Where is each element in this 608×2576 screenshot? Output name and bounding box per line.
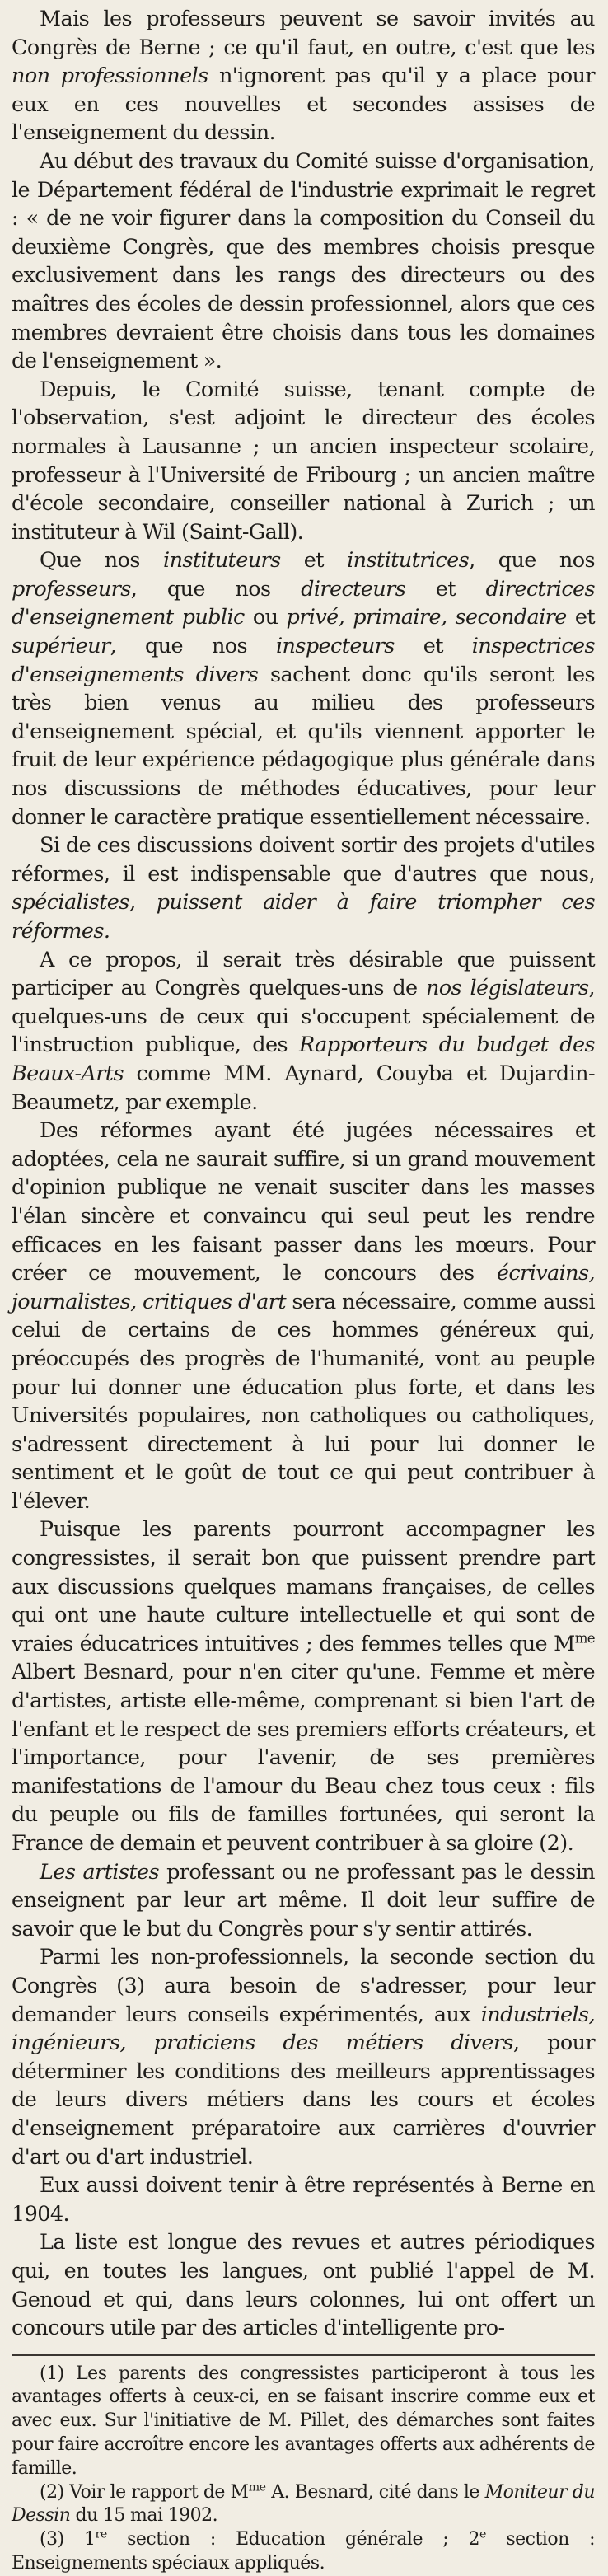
italic-text: non professionnels	[12, 63, 208, 89]
text-run: et	[280, 548, 348, 574]
superscript-text: me	[574, 1630, 595, 1646]
italic-text: institutrices	[347, 548, 470, 574]
text-run: , que nos	[110, 634, 276, 659]
italic-text: Rapporteurs du budget des Beaux-Arts	[12, 1033, 596, 1086]
italic-text: Moniteur du Dessin	[12, 2481, 595, 2527]
paragraph	[12, 946, 595, 1117]
italic-text: professeurs	[12, 576, 131, 602]
text-run: Depuis, le Comité suisse, tenant compte de l'observation, s'est adjoint le directeur des écoles normales à Lausanne ; un ancien inspecteur scolaire, professeur à l'Université de Fribourg ; un ancien maître d'école secondaire, conseiller national à Zurich ; un instituteur à Wil (Saint-Gall).	[12, 377, 595, 545]
footnote	[12, 2528, 595, 2576]
text-run: (3) 1	[40, 2529, 96, 2550]
text-run: et	[405, 576, 486, 602]
italic-text: directrices d'enseignement public	[12, 576, 595, 630]
text-run: comme MM. Aynard, Couyba et Dujardin-Beaumetz, par exemple.	[12, 1061, 595, 1115]
text-run: , que nos	[130, 576, 302, 602]
italic-text: Les artistes	[40, 1859, 159, 1885]
text-run: du 15 mai 1902.	[70, 2505, 218, 2527]
footnote	[12, 2363, 595, 2481]
italic-text: écrivains, journalistes, critiques d'art	[12, 1261, 595, 1314]
italic-text: privé, primaire, secondaire	[286, 605, 567, 630]
text-run: section : Education générale ; 2	[106, 2529, 480, 2550]
paragraph	[12, 1515, 595, 1857]
text-run: , que nos	[469, 548, 595, 574]
paragraph	[12, 2171, 595, 2228]
italic-text: inspecteurs	[275, 634, 395, 659]
text-run: Au début des travaux du Comité suisse d'organisation, le Département fédéral de l'industrie exprimait le regret : « de ne voir figurer dans la composition du Conseil du deuxième Congrès, que des membres choisis presque exclusivement dans les rangs des directeurs ou des maîtres des écoles de dessin professionnel, alors que ces membres devraient être choisis dans tous les domaines de l'enseignement ».	[12, 148, 595, 374]
text-run: sera nécessaire, comme aussi celui de certains de ces hommes généreux qui, préoccupés des progrès de l'humanité, vont au peuple pour lui donner une éducation plus forte, et dans les Universités populaires, non catholiques ou catholiques, s'adressent directement à lui pour lui donner le sentiment et le goût de tout ce qui peut contribuer à l'élever.	[12, 1289, 595, 1514]
superscript-text: re	[95, 2527, 107, 2541]
italic-text: inspectrices d'enseignements divers	[12, 634, 595, 687]
superscript-text: e	[479, 2527, 486, 2541]
text-run: A ce propos, il serait très désirable que puissent participer au Congrès quelques-uns de	[12, 947, 595, 1001]
text-run: (1) Les parents des congressistes participeront à tous les avantages offerts à ceux-ci, en se faisant inscrire comme eux et avec eux. Sur l'initiative de M. Pillet, des démarches sont faites pour faire accroître encore les avantages offerts aux adhérents de famille.	[12, 2363, 595, 2479]
text-run: professant ou ne professant pas le dessin enseignent par leur art même. Il doit leur suffire de savoir que le but du Congrès pour s'y sentir attirés.	[12, 1859, 596, 1941]
document-page	[12, 5, 595, 2576]
paragraph	[12, 1943, 595, 2171]
paragraph	[12, 831, 595, 945]
text-run: Parmi les non-professionnels, la seconde section du Congrès (3) aura besoin de s'adresser, pour leur demander leurs conseils expérimentés, aux	[12, 1945, 595, 2027]
text-run: Si de ces discussions doivent sortir des projets d'utiles réformes, il est indispensable que d'autres que nous,	[12, 833, 595, 887]
paragraph	[12, 5, 595, 148]
text-run: , pour déterminer les conditions des meilleurs apprentissages de leurs divers métiers dans les cours et écoles d'enseignement préparatoire aux carrières d'ouvrier d'art ou d'art industriel.	[12, 2030, 595, 2170]
footnotes	[12, 2363, 595, 2576]
text-run: A. Besnard, cité dans le	[265, 2481, 485, 2503]
paragraph	[12, 1858, 595, 1944]
italic-text: directeurs	[301, 576, 406, 602]
text-run: La liste est longue des revues et autres périodiques qui, en toutes les langues, ont publié l'appel de M. Genoud et qui, dans leurs colonnes, lui ont offert un concours utile par des articles d'intelligente pro-	[12, 2230, 595, 2341]
text-run: (2) Voir le rapport de M	[40, 2481, 249, 2503]
text-run: , quelques-uns de ceux qui s'occupent spécialement de l'instruction publique, des	[12, 976, 595, 1058]
article-body	[12, 5, 595, 2343]
footnote-divider	[12, 2354, 595, 2356]
text-run: et	[394, 634, 472, 659]
paragraph	[12, 148, 595, 376]
superscript-text: me	[248, 2480, 266, 2494]
text-run: ou	[244, 605, 287, 630]
text-run: et	[566, 605, 595, 630]
footnote	[12, 2481, 595, 2529]
paragraph	[12, 2228, 595, 2342]
italic-text: spécialistes, puissent aider à faire triompher ces réformes.	[12, 890, 595, 944]
text-run: Albert Besnard, pour n'en citer qu'une. Femme et mère d'artistes, artiste elle-même, comprenant si bien l'art de l'enfant et le respect de ses premiers efforts créateurs, et l'importance, pour l'avenir, de ses premières manifestations de l'amour du Beau chez tous ceux : fils du peuple ou fils de familles fortunées, qui seront la France de demain et peuvent contribuer à sa gloire (2).	[12, 1660, 595, 1856]
text-run: Eux aussi doivent tenir à être représentés à Berne en 1904.	[12, 2173, 595, 2227]
text-run: Des réformes ayant été jugées nécessaires et adoptées, cela ne saurait suffire, si un grand mouvement d'opinion publique ne venait susciter dans les masses l'élan sincère et convaincu qui seul peut les rendre efficaces en les faisant passer dans les mœurs. Pour créer ce mouvement, le concours des	[12, 1118, 595, 1286]
paragraph	[12, 546, 595, 831]
text-run: section : Enseignements spéciaux appliqués.	[12, 2529, 595, 2574]
paragraph	[12, 1117, 595, 1515]
italic-text: supérieur	[12, 634, 110, 659]
italic-text: instituteurs	[163, 548, 281, 574]
text-run: n'ignorent pas qu'il y a place pour eux en ces nouvelles et secondes assises de l'enseignement du dessin.	[12, 63, 595, 146]
text-run: Que nos	[40, 548, 164, 574]
italic-text: nos législateurs	[425, 976, 589, 1001]
italic-text: industriels, ingénieurs, praticiens des métiers divers	[12, 2002, 595, 2056]
paragraph	[12, 376, 595, 547]
text-run: sachent donc qu'ils seront les très bien venus au milieu des professeurs d'enseignement spécial, et qu'ils viennent apporter le fruit de leur expérience pédagogique plus générale dans nos discussions de méthodes éducatives, pour leur donner le caractère pratique essentiellement nécessaire.	[12, 662, 595, 830]
text-run: Puisque les parents pourront accompagner les congressistes, il serait bon que puissent prendre part aux discussions quelques mamans françaises, de celles qui ont une haute culture intellectuelle et qui sont de vraies éducatrices intuitives ; des femmes telles que M	[12, 1517, 595, 1656]
text-run: Mais les professeurs peuvent se savoir invités au Congrès de Berne ; ce qu'il faut, en outre, c'est que les	[12, 7, 595, 60]
